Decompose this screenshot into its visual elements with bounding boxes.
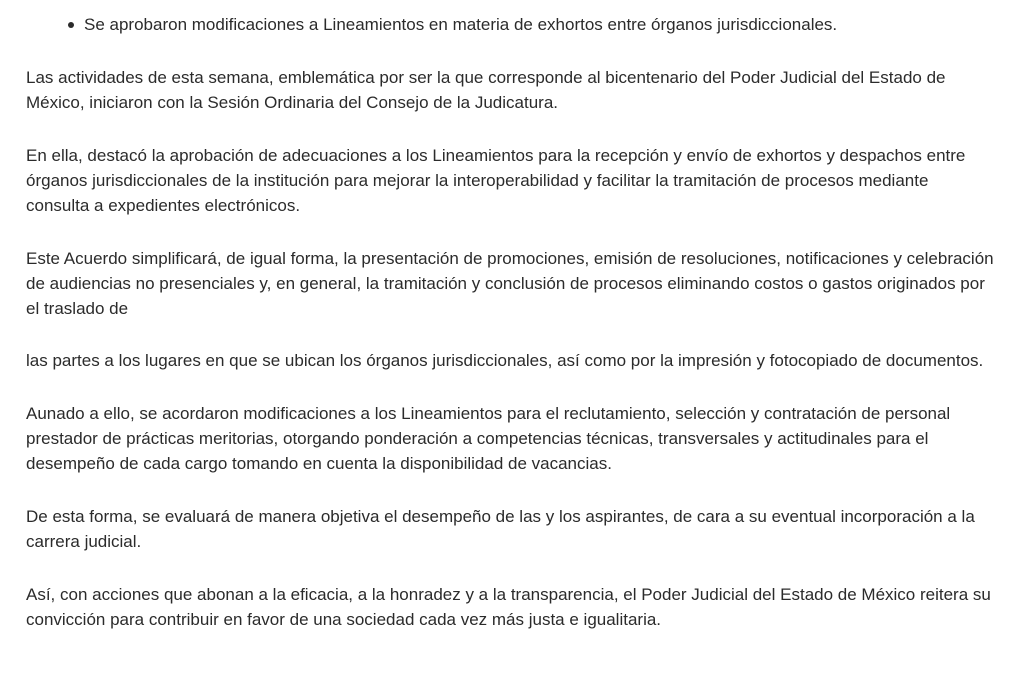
paragraph-conclusion: Así, con acciones que abonan a la eficacia, a la honradez y a la transparencia, el Poder Judicial del Estado de México reitera su convicción para contribuir en favor de una sociedad cada vez más justa e igualitaria.	[26, 585, 991, 629]
paragraph-evaluation: De esta forma, se evaluará de manera objetiva el desempeño de las y los aspirantes, de cara a su eventual incorporación a la carrera judicial.	[26, 507, 975, 551]
bullet-dot-icon	[68, 22, 74, 28]
paragraph-approval: En ella, destacó la aprobación de adecuaciones a los Lineamientos para la recepción y envío de exhortos y despachos entre órganos jurisdiccionales de la institución para mejorar la interoperabilidad y facilitar la tramitación de procesos mediante consulta a expedientes electrónicos.	[26, 146, 966, 215]
paragraph-agreement: Este Acuerdo simplificará, de igual forma, la presentación de promociones, emisión de resoluciones, notificaciones y celebración de audiencias no presenciales y, en general, la tramitación y conclusión de procesos eliminando costos o gastos originados por el traslado de	[26, 249, 994, 318]
bullet-list	[26, 12, 994, 37]
list-item-text: Se aprobaron modificaciones a Lineamientos en materia de exhortos entre órganos jurisdiccionales.	[84, 15, 838, 34]
list-item	[84, 12, 994, 37]
paragraph-recruitment: Aunado a ello, se acordaron modificaciones a los Lineamientos para el reclutamiento, selección y contratación de personal prestador de prácticas meritorias, otorgando ponderación a competencias técnicas, transversales y actitudinales para el desempeño de cada cargo tomando en cuenta la disponibilidad de vacancias.	[26, 404, 951, 473]
paragraph-continuation: las partes a los lugares en que se ubican los órganos jurisdiccionales, así como por la impresión y fotocopiado de documentos.	[26, 351, 984, 370]
paragraph-bicentennial: Las actividades de esta semana, emblemática por ser la que corresponde al bicentenario del Poder Judicial del Estado de México, iniciaron con la Sesión Ordinaria del Consejo de la Judicatura.	[26, 68, 946, 112]
